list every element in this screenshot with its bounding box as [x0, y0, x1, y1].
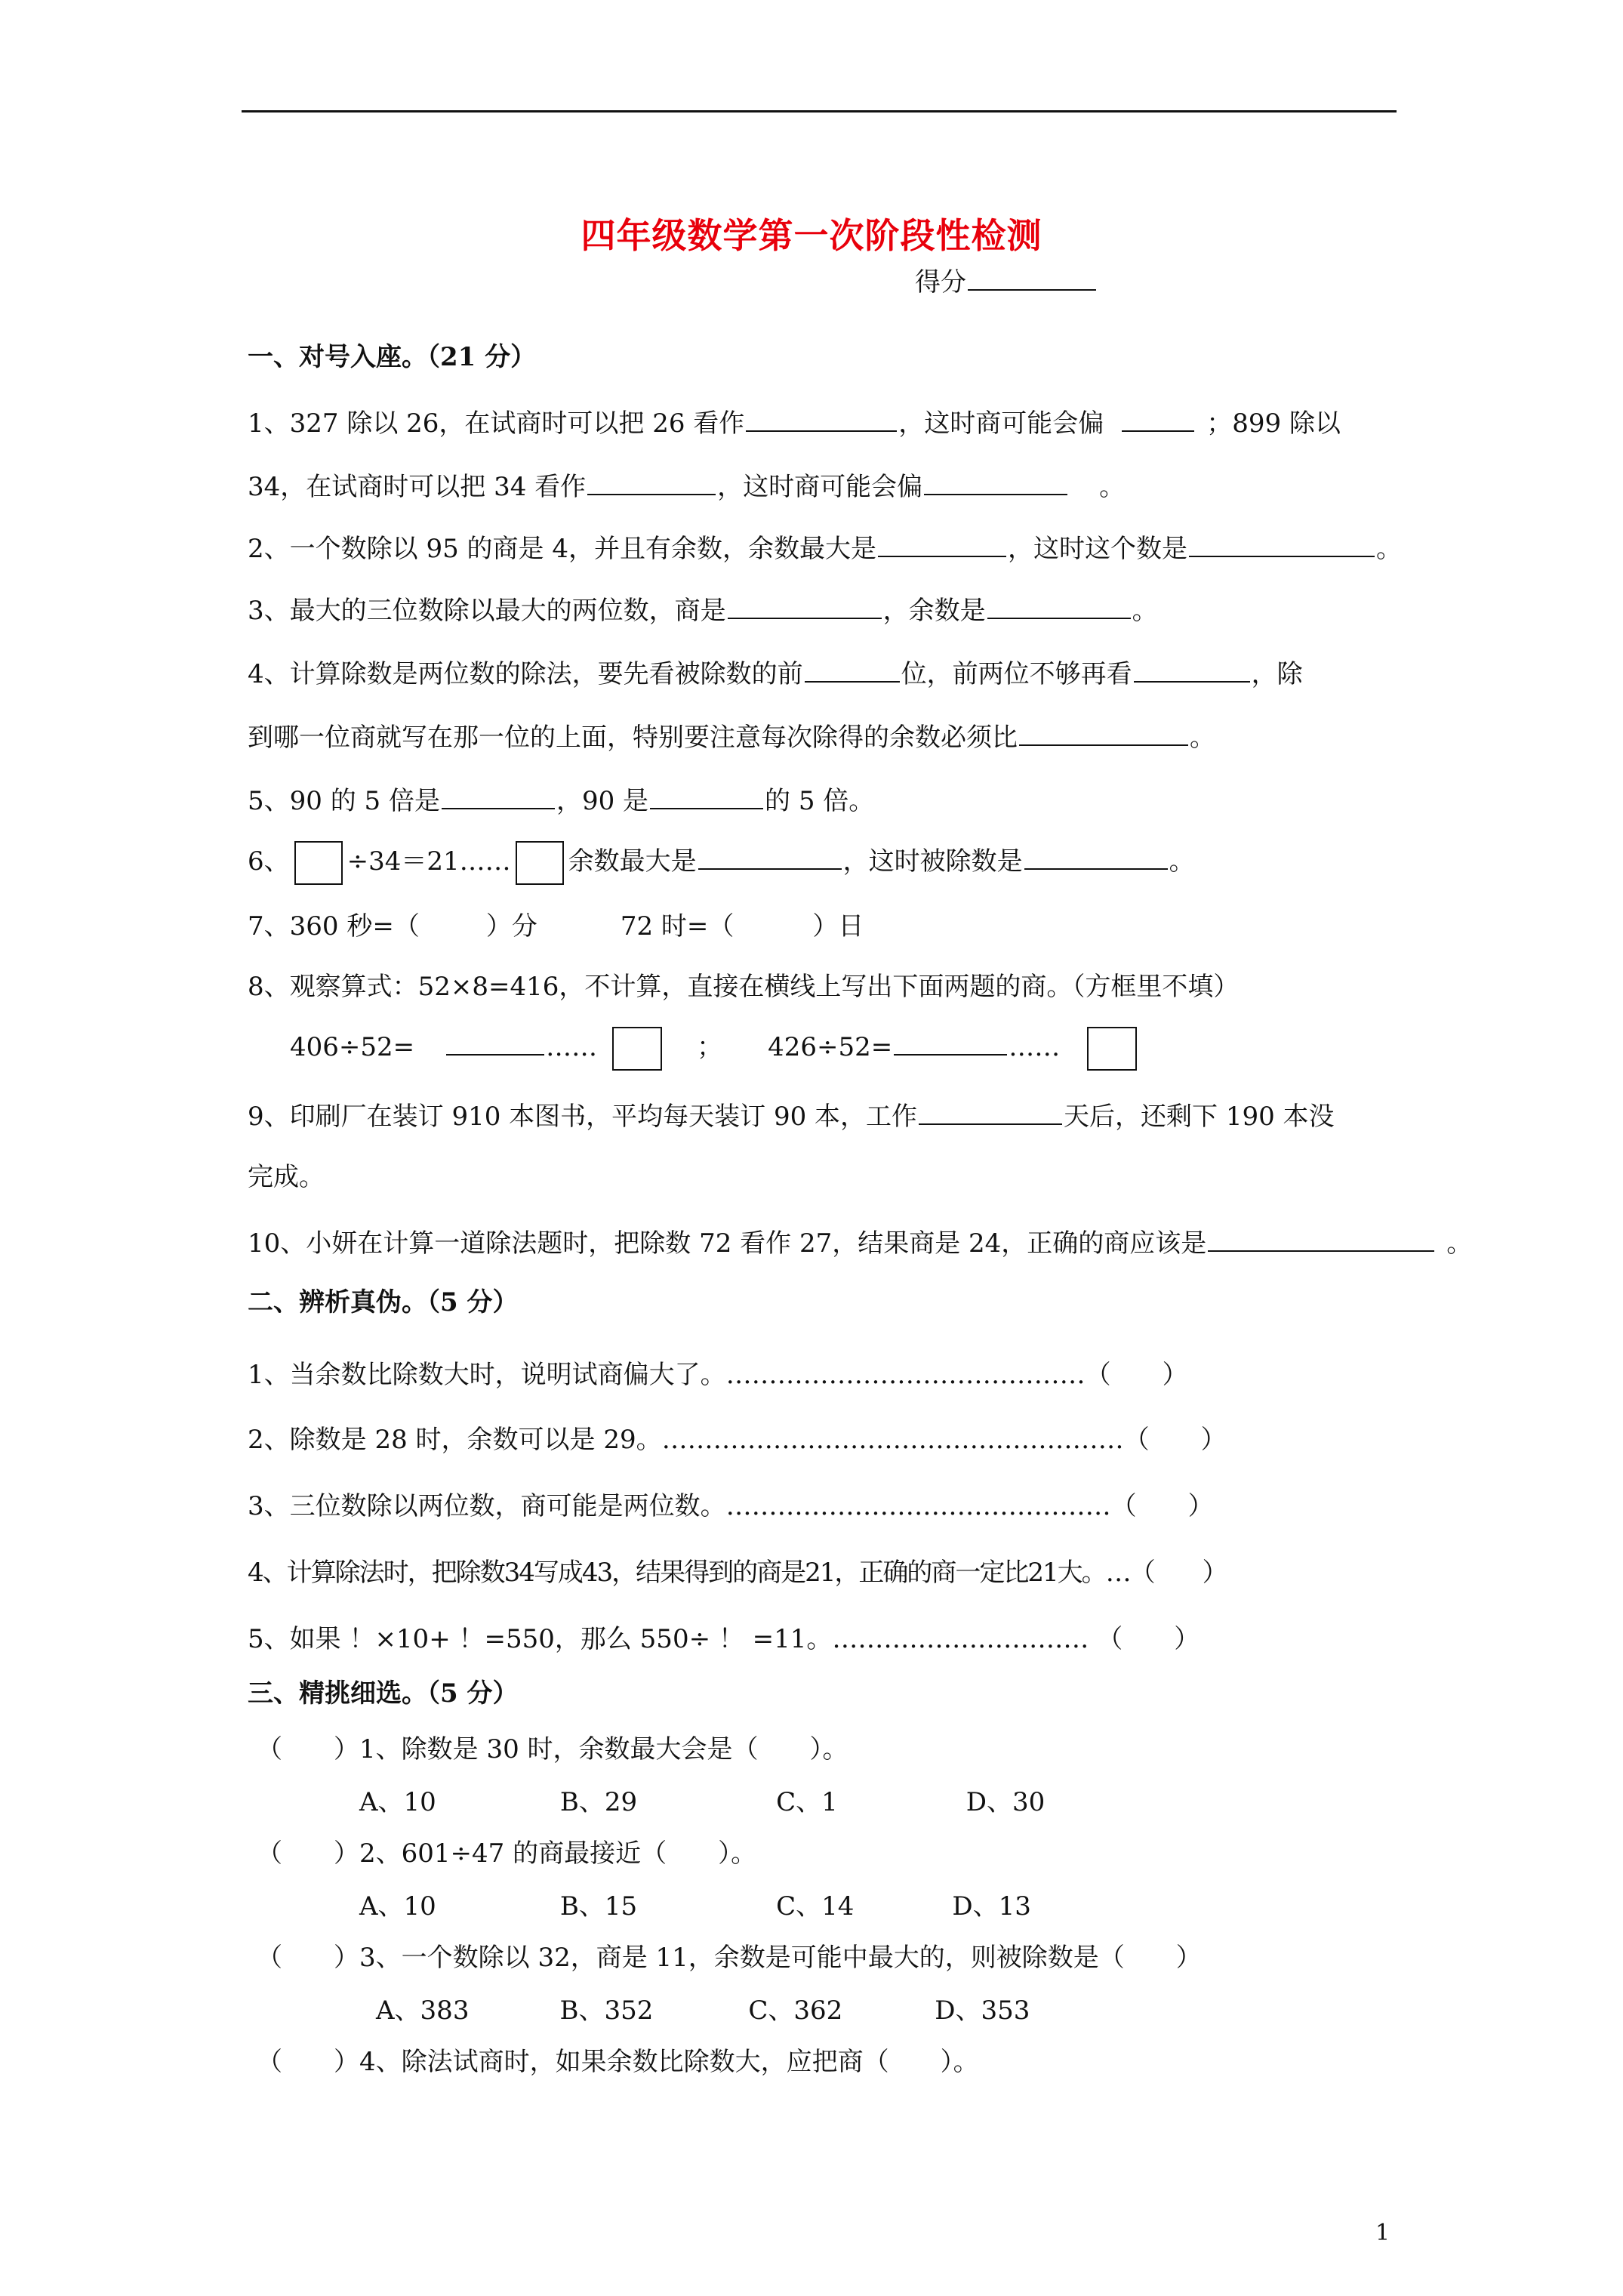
q9-blank[interactable] — [919, 1101, 1062, 1125]
question-6 — [248, 841, 1195, 885]
option[interactable]: B、29 — [559, 1787, 638, 1817]
q1-text-c: ；899 除以 — [1206, 408, 1341, 439]
judge-item: 2、除数是 28 时，余数可以是 29。………………………………………………（ ） — [248, 1425, 1227, 1455]
q2-text-c: 。 — [1375, 534, 1402, 564]
q6-text-b: ÷34＝21…… — [346, 846, 511, 877]
q8-separator: ； — [697, 1032, 723, 1062]
option[interactable]: D、30 — [965, 1787, 1046, 1817]
q6-text-d: ，这时被除数是 — [842, 846, 1023, 877]
q10-text-a: 10、小妍在计算一道除法题时，把除数 72 看作 27，结果商是 24，正确的商应该是 — [248, 1228, 1207, 1259]
q1-text-f: 。 — [1099, 472, 1126, 502]
q6-text-a: 6、 — [248, 846, 290, 877]
q3-text-b: ，余数是 — [882, 596, 986, 626]
section3-heading: 三、精挑细选。（5 分） — [248, 1678, 519, 1709]
choice-question-4: （ ）4、除法试商时，如果余数比除数大，应把商（ ）。 — [257, 2047, 979, 2077]
q8-expr-1: 406÷52= — [290, 1032, 415, 1062]
q1-text-e: ，这时商可能会偏 — [717, 472, 923, 502]
choice-question-3: （ ）3、一个数除以 32，商是 11，余数是可能中最大的，则被除数是（ ） — [257, 1943, 1202, 1973]
header-rule — [242, 110, 1397, 112]
question-1-line-2 — [248, 471, 1125, 500]
q9-text-a: 9、印刷厂在装订 910 本图书，平均每天装订 90 本，工作 — [248, 1102, 918, 1132]
q8-blank-2[interactable] — [894, 1031, 1007, 1056]
q5-text-b: ，90 是 — [556, 786, 649, 816]
choice-options-1 — [359, 1789, 1045, 1815]
option[interactable]: B、15 — [559, 1891, 638, 1922]
score-field — [915, 261, 1098, 298]
q5-blank-2[interactable] — [650, 785, 763, 809]
q2-blank-2[interactable] — [1189, 533, 1375, 557]
q3-blank-1[interactable] — [728, 595, 882, 619]
q7-text-a: 7、360 秒=（ — [248, 911, 420, 942]
question-8-line-1: 8、观察算式：52×8=416，不计算，直接在横线上写出下面两题的商。（方框里不填） — [248, 972, 1240, 1002]
q10-text-b: 。 — [1446, 1228, 1473, 1259]
judge-item: 4、计算除法时，把除数34写成43，结果得到的商是21，正确的商一定比21大。…（ ） — [248, 1558, 1227, 1588]
q4-text-d: 到哪一位商就写在那一位的上面，特别要注意每次除得的余数必须比 — [248, 723, 1018, 753]
q7-text-b: ）分 — [485, 911, 537, 942]
q8-box-2[interactable] — [1087, 1027, 1137, 1071]
choice-options-2 — [359, 1891, 1031, 1922]
q10-blank[interactable] — [1208, 1228, 1434, 1252]
score-blank[interactable] — [968, 267, 1096, 291]
q4-blank-2[interactable] — [1134, 658, 1250, 683]
q5-blank-1[interactable] — [442, 785, 555, 809]
option[interactable]: A、10 — [359, 1891, 436, 1922]
q6-text-c: 余数最大是 — [568, 846, 697, 877]
section1-heading: 一、对号入座。（21 分） — [248, 342, 537, 372]
page-number: 1 — [1375, 2220, 1390, 2246]
question-10 — [248, 1228, 1473, 1259]
option[interactable]: D、353 — [935, 1996, 1030, 2026]
q4-text-b: 位，前两位不够再看 — [901, 659, 1132, 689]
q4-blank-3[interactable] — [1019, 722, 1188, 746]
q4-text-a: 4、计算除数是两位数的除法，要先看被除数的前 — [248, 659, 803, 689]
q1-text-a: 1、327 除以 26，在试商时可以把 26 看作 — [248, 408, 745, 439]
question-9-line-1 — [248, 1101, 1335, 1130]
option[interactable]: A、383 — [376, 1996, 470, 2026]
question-7 — [248, 911, 864, 942]
q6-box-remainder[interactable] — [516, 841, 564, 885]
q6-blank-1[interactable] — [698, 846, 842, 870]
question-5 — [248, 785, 874, 814]
section2-heading: 二、辨析真伪。（5 分） — [248, 1287, 519, 1318]
q7-text-c: 72 时=（ — [620, 911, 735, 942]
q4-text-c: ，除 — [1251, 659, 1303, 689]
option[interactable]: A、10 — [359, 1787, 436, 1817]
choice-question-2: （ ）2、601÷47 的商最接近（ ）。 — [257, 1838, 757, 1869]
judge-item: 1、当余数比除数大时，说明试商偏大了。……………………………………（ ） — [248, 1360, 1188, 1390]
option[interactable]: C、362 — [748, 1996, 843, 2026]
q4-blank-1[interactable] — [805, 658, 900, 683]
q3-text-a: 3、最大的三位数除以最大的两位数，商是 — [248, 596, 726, 626]
q1-text-d: 34，在试商时可以把 34 看作 — [248, 472, 587, 502]
q5-text-a: 5、90 的 5 倍是 — [248, 786, 440, 816]
question-8-line-2 — [290, 1027, 1141, 1071]
q6-blank-2[interactable] — [1024, 846, 1168, 870]
q3-text-c: 。 — [1132, 596, 1158, 626]
q8-expr-2: 426÷52= — [768, 1032, 893, 1062]
q2-text-b: ，这时这个数是 — [1007, 534, 1187, 564]
option[interactable]: D、13 — [952, 1891, 1031, 1922]
q9-text-b: 天后，还剩下 190 本没 — [1064, 1102, 1335, 1132]
q8-dots-1: …… — [546, 1032, 598, 1062]
question-4-line-1 — [248, 658, 1303, 687]
page-title: 四年级数学第一次阶段性检测 — [581, 215, 1042, 256]
choice-options-3 — [376, 1996, 1030, 2026]
option[interactable]: C、1 — [776, 1787, 838, 1817]
q2-text-a: 2、一个数除以 95 的商是 4，并且有余数，余数最大是 — [248, 534, 876, 564]
q1-text-b: ，这时商可能会偏 — [898, 408, 1104, 439]
option[interactable]: C、14 — [776, 1891, 855, 1922]
q8-blank-1[interactable] — [446, 1031, 544, 1056]
question-3 — [248, 595, 1158, 624]
q8-dots-2: …… — [1009, 1032, 1061, 1062]
question-1-line-1 — [248, 408, 1341, 439]
q1-blank-2[interactable] — [1122, 408, 1194, 432]
q7-text-d: ）日 — [812, 911, 864, 942]
question-4-line-2 — [248, 722, 1215, 753]
q1-blank-4[interactable] — [924, 471, 1067, 495]
question-9-line-2: 完成。 — [248, 1162, 325, 1192]
q1-blank-3[interactable] — [587, 471, 716, 495]
q4-text-e: 。 — [1190, 723, 1215, 753]
q8-box-1[interactable] — [612, 1027, 662, 1071]
option[interactable]: B、352 — [559, 1996, 654, 2026]
choice-question-1: （ ）1、除数是 30 时，余数最大会是（ ）。 — [257, 1734, 848, 1764]
q2-blank-1[interactable] — [878, 533, 1006, 557]
q6-box-dividend[interactable] — [294, 841, 343, 885]
q1-blank-1[interactable] — [746, 408, 897, 432]
judge-item: 5、如果 ！×10+ ！=550，那么 550÷ ！ =11。………………………… （ ） — [248, 1624, 1200, 1654]
question-2 — [248, 533, 1402, 562]
q6-text-e: 。 — [1169, 846, 1195, 877]
judge-item: 3、三位数除以两位数，商可能是两位数。………………………………………（ ） — [248, 1491, 1214, 1521]
q3-blank-2[interactable] — [987, 595, 1131, 619]
score-label: 得分 — [915, 267, 966, 297]
q5-text-c: 的 5 倍。 — [765, 786, 875, 816]
